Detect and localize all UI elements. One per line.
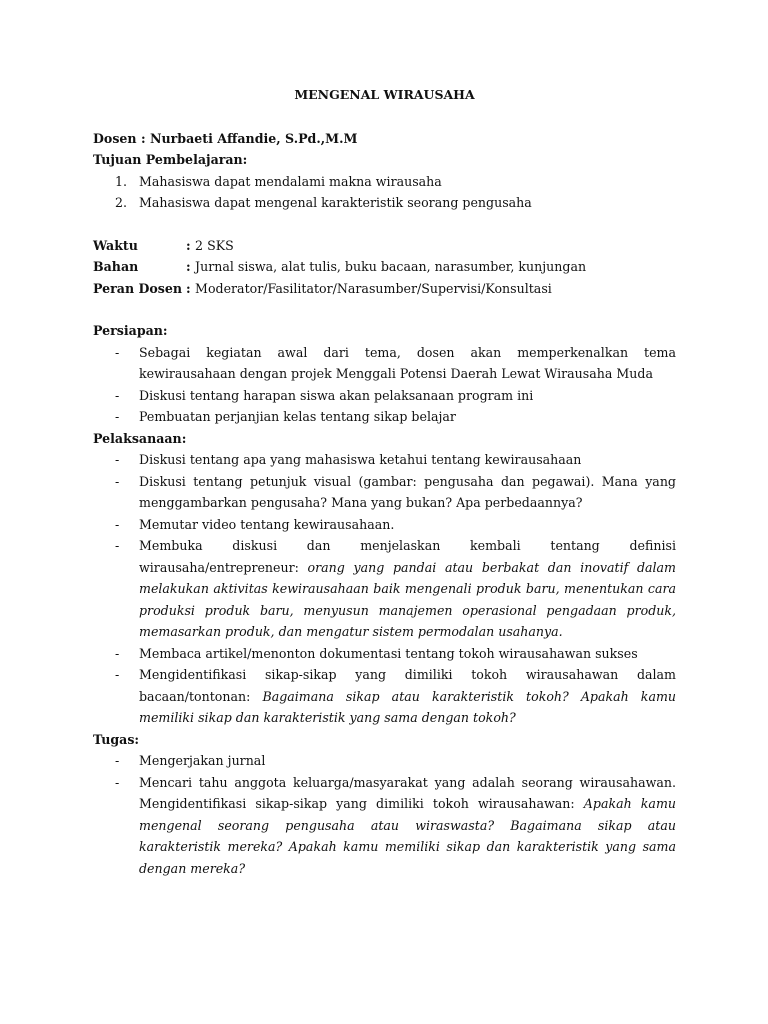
task-italic: Apakah kamu mengenal seorang pengusaha atau wiraswasta? Bagaimana sikap atau karakteristik mereka? Apakah kamu memiliki sikap dan karakteristik yang sama dengan mereka?: [139, 796, 676, 876]
objective-number: 2.: [115, 195, 128, 210]
info-key: Peran Dosen: [93, 280, 183, 296]
implementation-text: Membuka diskusi dan menjelaskan kembali tentang definisi wirausaha/entrepreneur:: [139, 538, 676, 575]
preparation-list: [93, 342, 676, 428]
tasks-list: [93, 750, 676, 879]
implementation-list: [93, 449, 676, 729]
implementation-italic: Bagaimana sikap atau karakteristik tokoh? Apakah kamu memiliki sikap dan karakteristik yang sama dengan tokoh?: [139, 688, 676, 725]
info-value: Jurnal siswa, alat tulis, buku bacaan, narasumber, kunjungan: [195, 259, 587, 274]
objective-item: [93, 171, 676, 193]
info-row-waktu: Waktu : 2 SKS: [93, 235, 676, 257]
preparation-text: Pembuatan perjanjian kelas tentang sikap belajar: [139, 409, 456, 424]
lecturer-line: Dosen : Nurbaeti Affandie, S.Pd.,M.M: [93, 130, 358, 146]
page-title: MENGENAL WIRAUSAHA: [294, 87, 475, 102]
implementation-item: - Membaca artikel/menonton dokumentasi tentang tokoh wirausahawan sukses: [115, 645, 638, 661]
implementation-text: Diskusi tentang petunjuk visual (gambar: pengusaha dan pegawai). Mana yang menggambarkan pengusaha? Mana yang bukan? Apa perbedaannya?: [139, 473, 676, 510]
implementation-text: Membaca artikel/menonton dokumentasi tentang tokoh wirausahawan sukses: [139, 645, 638, 661]
implementation-item: - Diskusi tentang petunjuk visual (gambar: pengusaha dan pegawai). Mana yang menggambarkan pengusaha? Mana yang bukan? Apa perbedaannya?: [115, 473, 676, 510]
preparation-heading: Persiapan:: [93, 323, 168, 338]
task-text: Mencari tahu anggota keluarga/masyarakat yang adalah seorang wirausahawan. Mengidentifikasi sikap-sikap yang dimiliki tokoh wirausahawan:: [139, 774, 676, 811]
learning-objectives-heading: Tujuan Pembelajaran:: [93, 152, 248, 167]
implementation-item: - Mengidentifikasi sikap-sikap yang dimiliki tokoh wirausahawan dalam bacaan/tontonan: Bagaimana sikap atau karakteristik tokoh? Apakah kamu memiliki sikap dan karakteristik yang sama dengan tokoh?: [115, 667, 676, 725]
preparation-item: - Diskusi tentang harapan siswa akan pelaksanaan program ini: [115, 387, 534, 403]
implementation-item: - Memutar video tentang kewirausahaan.: [115, 516, 395, 532]
preparation-item: - Sebagai kegiatan awal dari tema, dosen akan memperkenalkan tema kewirausahaan dengan projek Menggali Potensi Daerah Lewat Wirausaha Muda: [115, 344, 676, 381]
implementation-item: - Diskusi tentang apa yang mahasiswa ketahui tentang kewirausahaan: [115, 452, 582, 467]
objective-number: 1.: [115, 173, 128, 189]
info-row-peran-dosen: Peran Dosen : Moderator/Fasilitator/Narasumber/Supervisi/Konsultasi: [93, 278, 676, 300]
preparation-text: Diskusi tentang harapan siswa akan pelaksanaan program ini: [139, 387, 534, 403]
task-item: - Mengerjakan jurnal: [115, 753, 266, 768]
task-item: - Mencari tahu anggota keluarga/masyarakat yang adalah seorang wirausahawan. Mengidentifikasi sikap-sikap yang dimiliki tokoh wirausahawan: Apakah kamu mengenal seorang pengusaha atau wiraswasta? Bagaimana sikap atau karakteristik mereka? Apakah kamu memiliki sikap dan karakteristik yang sama dengan mereka?: [115, 774, 676, 876]
objective-item: [93, 192, 676, 214]
learning-objectives-list: [93, 171, 676, 214]
info-value: 2 SKS: [195, 237, 234, 253]
implementation-text: Diskusi tentang apa yang mahasiswa ketahui tentang kewirausahaan: [139, 452, 582, 467]
preparation-item: - Pembuatan perjanjian kelas tentang sikap belajar: [115, 409, 456, 424]
objective-text: Mahasiswa dapat mengenal karakteristik seorang pengusaha: [139, 195, 532, 210]
preparation-text: Sebagai kegiatan awal dari tema, dosen akan memperkenalkan tema kewirausahaan dengan projek Menggali Potensi Daerah Lewat Wirausaha Muda: [139, 344, 676, 381]
objective-text: Mahasiswa dapat mendalami makna wirausaha: [139, 173, 442, 189]
implementation-item: - Membuka diskusi dan menjelaskan kembali tentang definisi wirausaha/entrepreneur: orang yang pandai atau berbakat dan inovatif dalam melakukan aktivitas kewirausahaan baik mengenali produk baru, menentukan cara produksi produk baru, menyusun manajemen operasional pengadaan produk, memasarkan produk, dan mengatur sistem permodalan usahanya.: [115, 538, 677, 639]
info-value: Moderator/Fasilitator/Narasumber/Supervisi/Konsultasi: [195, 280, 552, 296]
implementation-italic: orang yang pandai atau berbakat dan inovatif dalam melakukan aktivitas kewirausahaan baik mengenali produk baru, menentukan cara produksi produk baru, menyusun manajemen operasional pengadaan produk, memasarkan produk, dan mengatur sistem permodalan usahanya.: [139, 559, 677, 639]
implementation-text: Mengidentifikasi sikap-sikap yang dimiliki tokoh wirausahawan dalam bacaan/tontonan:: [139, 667, 676, 704]
info-key: Bahan: [93, 259, 139, 274]
info-table: [93, 235, 676, 300]
tasks-heading: Tugas:: [93, 731, 140, 747]
info-row-bahan: Bahan : Jurnal siswa, alat tulis, buku bacaan, narasumber, kunjungan: [93, 256, 676, 278]
implementation-heading: Pelaksanaan:: [93, 430, 187, 446]
implementation-text: Memutar video tentang kewirausahaan.: [139, 516, 395, 532]
info-key: Waktu: [93, 237, 138, 253]
task-text: Mengerjakan jurnal: [139, 753, 266, 768]
